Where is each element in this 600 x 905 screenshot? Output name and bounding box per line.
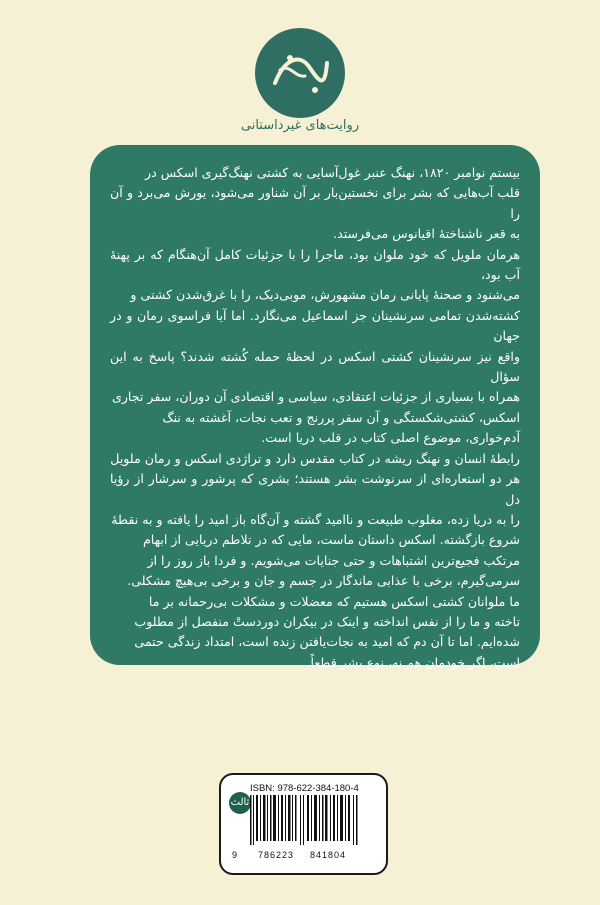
blurb-line: هرمان ملویل که خود ملوان بود، ماجرا را با جزئیات کامل آن‌هنگام که بر پهنهٔ آب بود، <box>110 246 520 283</box>
blurb-line: شروع بازگشته. اسکس داستان ماست، مایی که در تلاطم دریایی از ابهام <box>142 532 520 548</box>
blurb-line: قلب آب‌هایی که بشر برای نخستین‌بار بر آن شناور می‌شود، یورش می‌برد و آن را <box>110 185 520 221</box>
blurb-line: رابطهٔ انسان و نهنگ ریشه در کتاب مقدس دارد و تراژدی اسکس و رمان ملویل <box>110 450 520 466</box>
blurb-line: ما ملوانان کشتی اسکس هستیم که معضلات و مشکلات بی‌رحمانه بر ما <box>148 593 520 609</box>
blurb-line: واقع نیز سرنشینان کشتی اسکس در لحظهٔ حمله کُشته شدند؟ پاسخ به این سؤال <box>110 348 520 385</box>
blurb-line: را به دریا زده، مغلوب طبیعت و ناامید گشته و آن‌گاه باز امید را یافته و به نقطهٔ <box>111 511 520 527</box>
barcode-icon <box>250 795 360 845</box>
blurb-line: هر دو استعاره‌ای از سرنوشت بشر هستند؛ بشری که پرشور و سرشار از رؤیا دل <box>110 471 520 507</box>
blurb-line: کشته‌شدن تمامی سرنشینان جز اسماعیل می‌نگارد. اما آیا فراسوی رمان و در جهان <box>110 307 520 344</box>
barcode-digits-right: 841804 <box>310 850 347 860</box>
blurb-line: بیستم نوامبر ۱۸۲۰، نهنگ عنبر غول‌آسایی به کشتی نهنگ‌گیری اسکس در <box>145 165 520 180</box>
publisher-mark: ثالث <box>229 792 251 814</box>
blurb-line: همراه با بسیاری از جزئیات اعتقادی، سیاسی و اقتصادی آن دوران، سفر تجاری <box>111 389 520 405</box>
barcode-digits-mid: 786223 <box>258 850 295 860</box>
blurb-line: اسکس، کشتی‌شکستگی و آن سفر پررنج و تعب نجات، آغشته به ننگ <box>162 409 520 425</box>
blurb-line: می‌شنود و صحنهٔ پایانی رمان مشهورش، موبی‌دیک، را با غرق‌شدن کشتی و <box>130 287 520 303</box>
blurb-line: است، اگر خودمان هم نه، نوع بشر قطعاً. <box>306 654 520 670</box>
isbn-text: ISBN: 978-622-384-180-4 <box>250 783 359 794</box>
blurb-line: تاخته و ما را از نفس انداخته و اینک در بیکران دوردستْ منفصل از مطلوب <box>134 613 520 629</box>
barcode-digit-left: 9 <box>232 850 238 860</box>
series-label: روایت‌های غیرداستانی <box>240 118 360 133</box>
blurb-text <box>110 163 520 670</box>
blurb-line: به قعر ناشناختهٔ اقیانوس می‌فرستد. <box>333 226 520 242</box>
blurb-line: شده‌ایم. اما تا آن دم که امید به نجات‌یافتن زنده است، امتداد زندگی حتمی <box>134 634 520 650</box>
publisher-seal <box>255 28 345 118</box>
publisher-seal-icon <box>255 28 345 118</box>
blurb-line: سرمی‌گیرم، برخی با عذابی ماندگار در جسم و جان و برخی بی‌هیچ مشکلی. <box>127 573 520 589</box>
blurb-line: آدم‌خواری، موضوع اصلی کتاب در قلب دریا است. <box>261 430 520 446</box>
blurb-line: مرتکب فجیع‌ترین اشتباهات و حتی جنایات می‌شویم. و فردا باز روز را از <box>147 552 520 568</box>
